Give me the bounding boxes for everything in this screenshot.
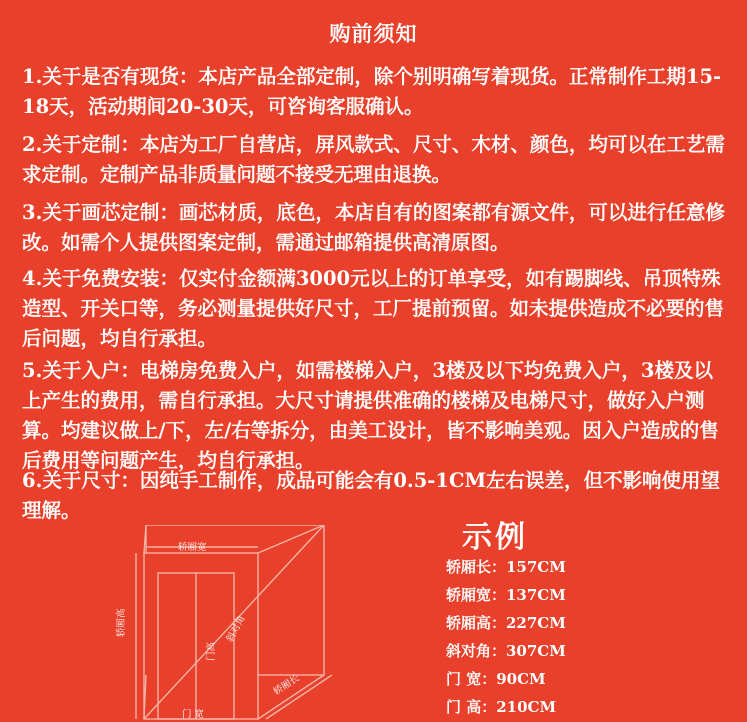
diagram-diagonal-label: 斜对角 xyxy=(224,613,248,645)
notice-painting-core: 3.关于画芯定制：画芯材质，底色，本店自有的图案都有源文件，可以进行任意修改。如需个人提供图案定制，需通过邮箱提供高清原图。 xyxy=(22,201,725,254)
page-title: 购前须知 xyxy=(329,22,418,46)
spec-car-width: 轿厢宽：137CM xyxy=(446,586,566,604)
notice-stock: 1.关于是否有现货：本店产品全部定制，除个别明确写着现货。正常制作工期15-18天，活动期间20-30天，可咨询客服确认。 xyxy=(22,65,722,118)
diagram-edge-top-right xyxy=(258,525,324,553)
notice-delivery: 5.关于入户：电梯房免费入户，如需楼梯入户，3楼及以下均免费入户，3楼及以上产生的费用，需自行承担。大尺寸请提供准确的楼梯及电梯尺寸，做好入户测算。均建议做上/下，左/右等拆分，由美工设计，皆不影响美观。因入户造成的售后费用等问题产生，均自行承担。 xyxy=(22,359,719,472)
spec-car-height: 轿厢高：227CM xyxy=(446,614,566,632)
spec-car-length: 轿厢长：157CM xyxy=(446,558,566,576)
diagram-front-face xyxy=(144,553,258,719)
spec-door-height: 门 高：210CM xyxy=(446,698,557,716)
example-title: 示例 xyxy=(462,520,528,555)
diagram-door-label: 门高 xyxy=(206,641,217,661)
diagram-bottom-label: 轿厢长 xyxy=(271,672,302,698)
diagram-door-width-label: 门 宽 xyxy=(182,709,205,720)
spec-diagonal: 斜对角：307CM xyxy=(446,642,566,660)
notice-customization: 2.关于定制：本店为工厂自营店，屏风款式、尺寸、木材、颜色，均可以在工艺需求定制。定制产品非质量问题不接受无理由退换。 xyxy=(22,133,725,186)
notice-installation: 4.关于免费安装：仅实付金额满3000元以上的订单享受，如有踢脚线、吊顶特殊造型、开关口等，务必测量提供好尺寸，工厂提前预留。如未提供造成不必要的售后问题，均自行承担。 xyxy=(22,267,725,350)
notice-size: 6.关于尺寸：因纯手工制作，成品可能会有0.5-1CM左右误差，但不影响使用望理解。 xyxy=(22,469,721,522)
diagram-left-label: 轿厢高 xyxy=(116,608,127,637)
spec-door-width: 门 宽：90CM xyxy=(446,670,546,688)
elevator-diagram xyxy=(96,525,346,722)
diagram-top-label: 轿厢宽 xyxy=(178,542,207,553)
